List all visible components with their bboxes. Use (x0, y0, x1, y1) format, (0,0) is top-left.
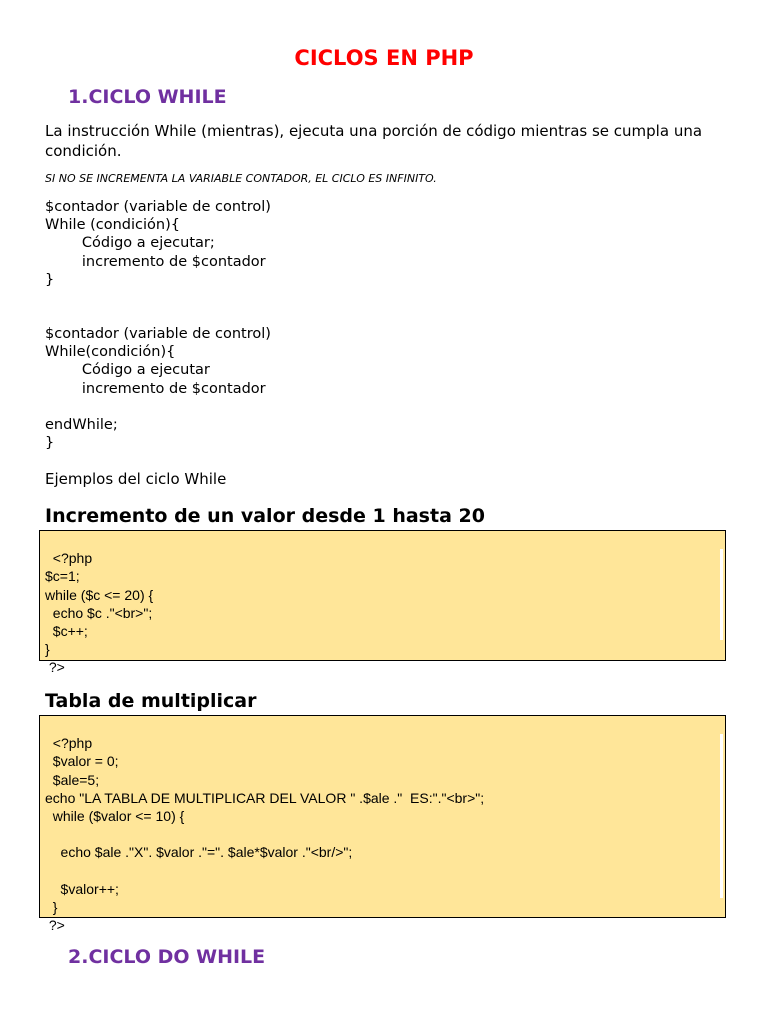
example1-heading: Incremento de un valor desde 1 hasta 20 (45, 505, 485, 527)
section-heading-while: 1.CICLO WHILE (68, 86, 227, 108)
endwhile-syntax-block: $contador (variable de control) While(condición){ Código a ejecutar incremento de $contador endWhile; } (45, 326, 271, 452)
examples-label: Ejemplos del ciclo While (45, 470, 227, 488)
while-syntax-block: $contador (variable de control) While (condición){ Código a ejecutar; incremento de $contador } (45, 199, 271, 288)
intro-paragraph: La instrucción While (mientras), ejecuta una porción de código mientras se cumpla una condición. (45, 122, 703, 160)
code-box-edge (720, 734, 723, 898)
example2-code: <?php $valor = 0; $ale=5; echo "LA TABLA DE MULTIPLICAR DEL VALOR " .$ale ." ES:"."<br>"; while ($valor <= 10) { echo $ale ."X". $valor ."=". $ale*$valor ."<br/>"; $valor++; } ?> (45, 735, 485, 934)
example2-heading: Tabla de multiplicar (45, 690, 257, 712)
example1-code-box (39, 530, 726, 676)
example2-code-box (39, 715, 726, 934)
infinite-loop-note: SI NO SE INCREMENTA LA VARIABLE CONTADOR, EL CICLO ES INFINITO. (45, 172, 437, 185)
page-title: CICLOS EN PHP (294, 46, 474, 70)
example1-code: <?php $c=1; while ($c <= 20) { echo $c ."<br>"; $c++; } ?> (45, 550, 154, 676)
section-heading-do-while: 2.CICLO DO WHILE (68, 946, 266, 968)
code-box-edge (720, 549, 723, 640)
